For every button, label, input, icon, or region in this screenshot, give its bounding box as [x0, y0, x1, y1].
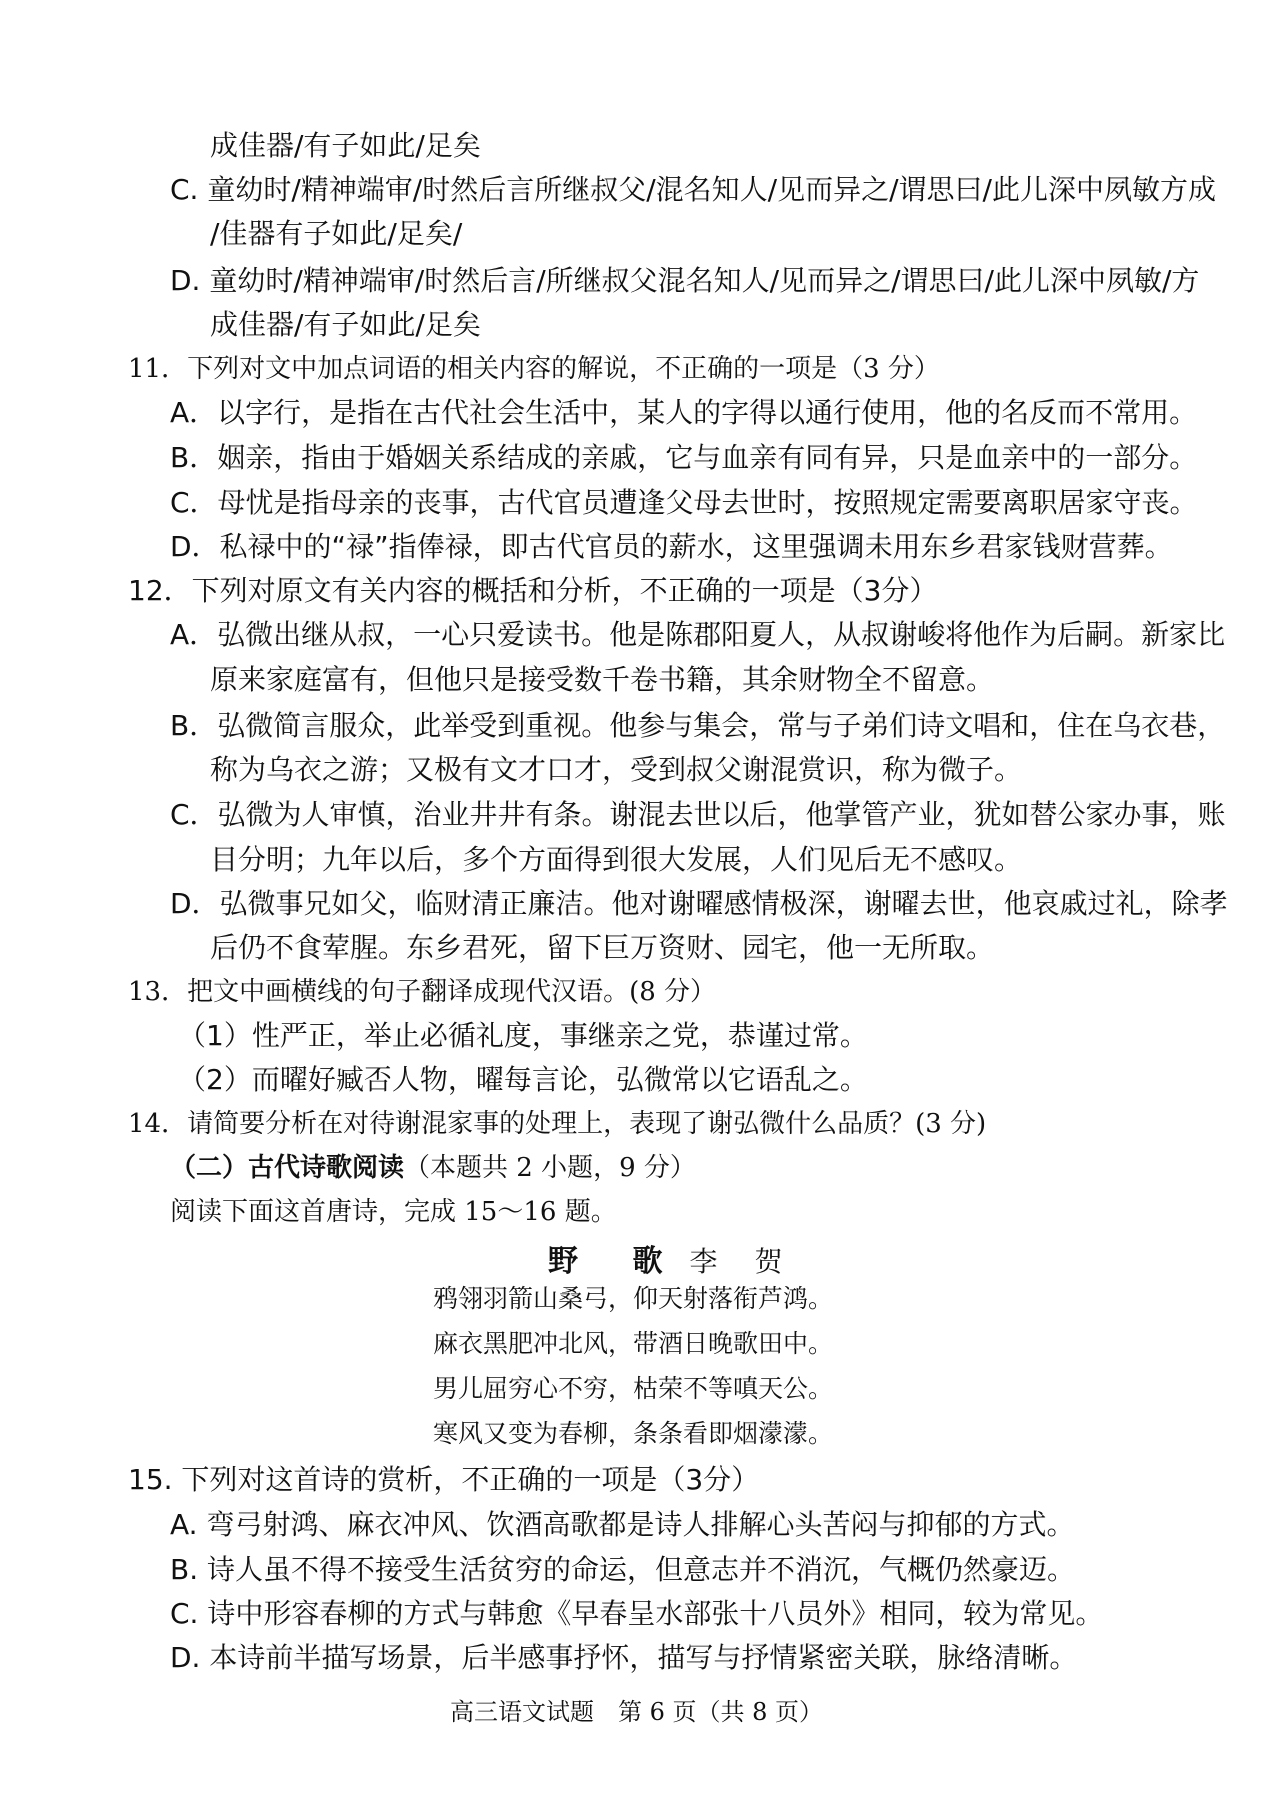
q10-d-option-line2: 成佳器/有子如此/足矣 — [210, 308, 481, 341]
q13-sentence-1: （1）性严正，举止必循礼度，事继亲之党，恭谨过常。 — [178, 1019, 868, 1052]
q12-option-b-line2: 称为乌衣之游；又极有文才口才，受到叔父谢混赏识，称为微子。 — [210, 753, 1023, 786]
section-note: （本题共 2 小题，9 分） — [404, 1153, 696, 1183]
q10-c-option-line1: C. 童幼时/精神端审/时然后言所继叔父/混名知人/见而异之/谓思曰/此儿深中夙敏方成 — [170, 173, 1216, 206]
q10-c-option-line2: /佳器有子如此/足矣/ — [210, 217, 463, 250]
q12-option-b-line1: B．弘微简言服众，此举受到重视。他参与集会，常与子弟们诗文唱和，住在乌衣巷， — [170, 709, 1226, 742]
q12-option-a-line2: 原来家庭富有，但他只是接受数千卷书籍，其余财物全不留意。 — [210, 663, 995, 696]
q12-option-a-line1: A．弘微出继从叔，一心只爱读书。他是陈郡阳夏人，从叔谢峻将他作为后嗣。新家比 — [170, 618, 1226, 651]
q13-sentence-2: （2）而曜好臧否人物，曜每言论，弘微常以它语乱之。 — [178, 1063, 868, 1096]
q15-option-c: C. 诗中形容春柳的方式与韩愈《早春呈水部张十八员外》相同，较为常见。 — [170, 1597, 1104, 1630]
poem-title: 野 歌 — [548, 1244, 685, 1279]
poem-line-4: 寒风又变为春柳，条条看即烟濛濛。 — [433, 1419, 834, 1448]
q11-option-b: B．姻亲，指由于婚姻关系结成的亲戚，它与血亲有同有异，只是血亲中的一部分。 — [170, 441, 1198, 474]
section-heading — [170, 1148, 696, 1188]
poem-line-1: 鸦翎羽箭山桑弓，仰天射落衔芦鸿。 — [433, 1284, 834, 1313]
poem-line-3: 男儿屈穷心不穷，枯荣不等嗔天公。 — [433, 1374, 834, 1403]
poem-line-2: 麻衣黑肥冲北风，带酒日晚歌田中。 — [433, 1329, 834, 1358]
q12-option-c-line1: C．弘微为人审慎，治业井井有条。谢混去世以后，他掌管产业，犹如替公家办事，账 — [170, 798, 1226, 831]
q11-option-d: D．私禄中的“禄”指俸禄，即古代官员的薪水，这里强调未用东乡君家钱财营葬。 — [170, 530, 1173, 563]
q15-stem: 15. 下列对这首诗的赏析，不正确的一项是（3分） — [128, 1463, 760, 1496]
section-instruction: 阅读下面这首唐诗，完成 15～16 题。 — [170, 1197, 617, 1227]
q11-option-c: C．母忧是指母亲的丧事，古代官员遭逢父母去世时，按照规定需要离职居家守丧。 — [170, 486, 1198, 519]
q10-d-option-line1: D. 童幼时/精神端审/时然后言/所继叔父混名知人/见而异之/谓思曰/此儿深中夙敏/方 — [170, 264, 1200, 297]
q11-option-a: A．以字行，是指在古代社会生活中，某人的字得以通行使用，他的名反而不常用。 — [170, 396, 1198, 429]
poem-heading — [548, 1236, 796, 1280]
q14-stem: 14．请简要分析在对待谢混家事的处理上，表现了谢弘微什么品质？(3 分) — [128, 1109, 987, 1139]
poem-author: 李 贺 — [689, 1245, 797, 1278]
page-footer: 高三语文试题 第 6 页（共 8 页） — [450, 1698, 824, 1726]
section-title: （二）古代诗歌阅读 — [170, 1153, 405, 1183]
q15-option-b: B. 诗人虽不得不接受生活贫穷的命运，但意志并不消沉，气概仍然豪迈。 — [170, 1553, 1076, 1586]
q15-option-a: A. 弯弓射鸿、麻衣冲风、饮酒高歌都是诗人排解心头苦闷与抑郁的方式。 — [170, 1508, 1075, 1541]
q13-stem: 13．把文中画横线的句子翻译成现代汉语。(8 分） — [128, 977, 717, 1007]
q11-stem: 11．下列对文中加点词语的相关内容的解说，不正确的一项是（3 分） — [128, 354, 940, 384]
q12-stem: 12．下列对原文有关内容的概括和分析，不正确的一项是（3分） — [128, 574, 938, 607]
q12-option-d-line1: D．弘微事兄如父，临财清正廉洁。他对谢曜感情极深，谢曜去世，他哀戚过礼，除孝 — [170, 887, 1228, 920]
q12-option-c-line2: 目分明；九年以后，多个方面得到很大发展，人们见后无不感叹。 — [210, 843, 1023, 876]
q12-option-d-line2: 后仍不食荤腥。东乡君死，留下巨万资财、园宅，他一无所取。 — [210, 931, 995, 964]
q10-b-option-line2: 成佳器/有子如此/足矣 — [210, 129, 481, 162]
q15-option-d: D. 本诗前半描写场景，后半感事抒怀，描写与抒情紧密关联，脉络清晰。 — [170, 1641, 1078, 1674]
